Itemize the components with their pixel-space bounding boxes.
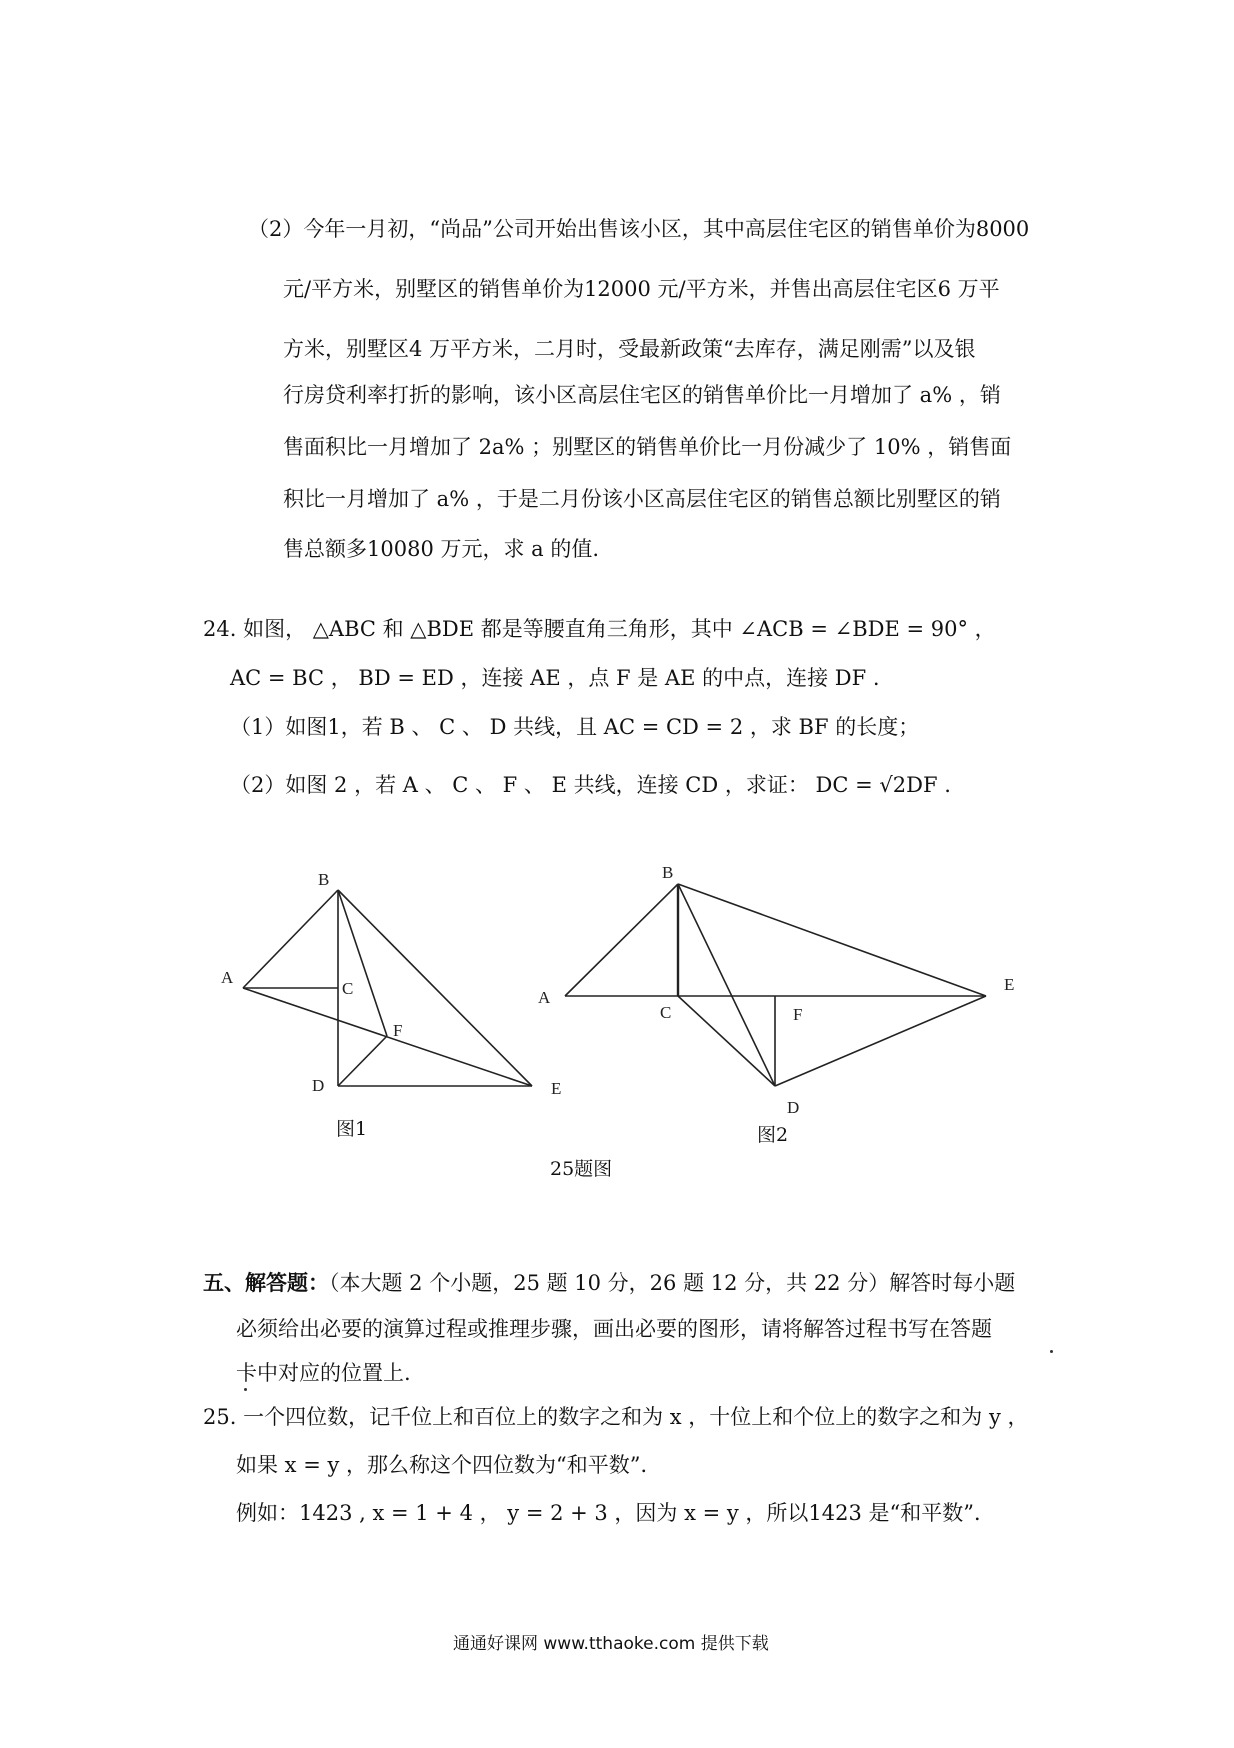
section-5-heading: 五、解答题： <box>203 1271 329 1295</box>
label-a: A <box>221 968 234 987</box>
label-c: C <box>342 979 354 998</box>
q23-part2-line: 元/平方米，别墅区的销售单价为12000 元/平方米，并售出高层住宅区6 万平 <box>283 277 1000 301</box>
segment-ae <box>243 988 532 1086</box>
segment-bf <box>338 890 387 1036</box>
label-c: C <box>660 1003 672 1022</box>
q24-part2: （2）如图 2 ，若 A 、 C 、 F 、 E 共线，连接 CD ，求证： DC = √2DF . <box>230 773 951 797</box>
section-5-line2: 必须给出必要的演算过程或推理步骤，画出必要的图形，请将解答过程书写在答题 <box>236 1317 992 1341</box>
label-e: E <box>1004 975 1015 994</box>
segment-df <box>338 1036 387 1086</box>
q24-stem-line2: AC = BC ， BD = ED ，连接 AE ，点 F 是 AE 的中点，连接 DF . <box>230 666 880 690</box>
section-5-instructions: （本大题 2 个小题，25 题 10 分，26 题 12 分，共 22 分）解答时每小题 <box>329 1271 1016 1295</box>
q25-line3: 例如：1423 , x = 1 + 4 ， y = 2 + 3 ，因为 x = y ，所以1423 是“和平数”． <box>236 1501 996 1525</box>
q23-part2-line: 行房贷利率打折的影响，该小区高层住宅区的销售单价比一月增加了 a% ，销 <box>283 383 1001 407</box>
section-5-line1 <box>203 1268 1015 1298</box>
q24-part1: （1）如图1，若 B 、 C 、 D 共线，且 AC = CD = 2 ，求 BF 的长度； <box>230 715 920 739</box>
emphasis-dot <box>244 1388 247 1391</box>
figure-2-labels <box>538 863 1014 1117</box>
figure-2-caption: 图2 <box>757 1124 789 1146</box>
q24-stem-line1: 24. 如图， △ABC 和 △BDE 都是等腰直角三角形，其中 ∠ACB = ∠BDE = 90° ， <box>203 617 996 641</box>
figure-1 <box>243 890 532 1086</box>
figures-group-caption: 25题图 <box>550 1158 613 1180</box>
q23-part2-line: （2）今年一月初，“尚品”公司开始出售该小区，其中高层住宅区的销售单价为8000 <box>248 217 1030 241</box>
q23-part2-line: 售面积比一月增加了 2a% ；别墅区的销售单价比一月份减少了 10% ，销售面 <box>283 435 1012 459</box>
label-d: D <box>312 1076 325 1095</box>
segment-de <box>775 996 986 1086</box>
figure-2 <box>565 884 986 1086</box>
label-b: B <box>318 870 330 889</box>
emphasis-dot <box>1050 1350 1053 1353</box>
label-d: D <box>787 1098 800 1117</box>
segment-ab <box>243 890 338 988</box>
segment-ab <box>565 884 678 996</box>
q25-line1: 25. 一个四位数，记千位上和百位上的数字之和为 x ，十位上和个位上的数字之和为 y ， <box>203 1405 1029 1429</box>
page-footer: 通通好课网 www.tthaoke.com 提供下载 <box>453 1634 769 1654</box>
label-f: F <box>393 1021 403 1040</box>
label-b: B <box>662 863 674 882</box>
segment-cd <box>678 996 775 1086</box>
q25-line2: 如果 x = y ，那么称这个四位数为“和平数”． <box>236 1453 662 1477</box>
q23-part2-line: 积比一月增加了 a% ，于是二月份该小区高层住宅区的销售总额比别墅区的销 <box>283 487 1001 511</box>
q23-part2-line: 方米，别墅区4 万平方米，二月时，受最新政策“去库存，满足刚需”以及银 <box>283 337 976 361</box>
section-5-line3: 卡中对应的位置上. <box>236 1361 411 1385</box>
geometry-figures <box>0 840 1234 1180</box>
q23-part2-line: 售总额多10080 万元，求 a 的值. <box>283 537 600 561</box>
label-f: F <box>793 1005 803 1024</box>
label-e: E <box>551 1079 562 1098</box>
figure-1-caption: 图1 <box>336 1118 368 1140</box>
label-a: A <box>538 988 551 1007</box>
